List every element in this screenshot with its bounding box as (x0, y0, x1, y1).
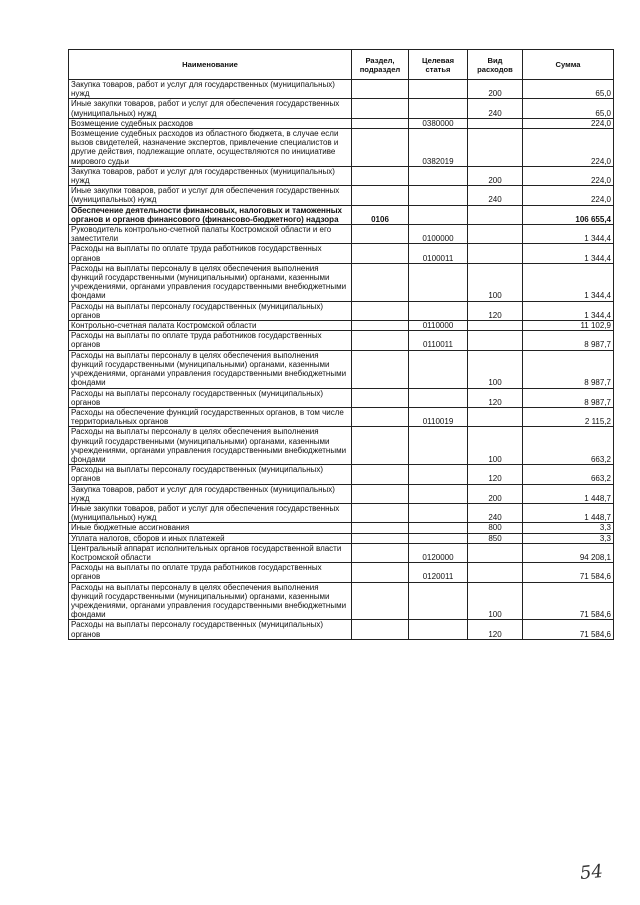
cell-name: Иные закупки товаров, работ и услуг для обеспечения государственных (муниципальных) нужд (69, 186, 352, 205)
cell-section (352, 331, 409, 350)
cell-kind (468, 563, 523, 582)
cell-name: Руководитель контрольно-счетной палаты Костромской области и его заместители (69, 225, 352, 244)
cell-name: Иные бюджетные ассигнования (69, 523, 352, 533)
cell-section (352, 80, 409, 99)
cell-target (409, 582, 468, 620)
cell-name: Расходы на выплаты персоналу государственных (муниципальных) органов (69, 465, 352, 484)
cell-kind: 120 (468, 465, 523, 484)
table-header-row (69, 50, 614, 80)
cell-target: 0120000 (409, 543, 468, 562)
cell-section (352, 244, 409, 263)
cell-section (352, 563, 409, 582)
cell-kind: 100 (468, 350, 523, 388)
cell-section: 0106 (352, 205, 409, 224)
cell-name: Закупка товаров, работ и услуг для государственных (муниципальных) нужд (69, 484, 352, 503)
page-number: 54 (578, 860, 604, 885)
cell-sum: 94 208,1 (523, 543, 614, 562)
cell-name: Закупка товаров, работ и услуг для государственных (муниципальных) нужд (69, 80, 352, 99)
cell-sum: 8 987,7 (523, 331, 614, 350)
cell-sum: 1 344,4 (523, 244, 614, 263)
table-row (69, 350, 614, 388)
cell-sum: 8 987,7 (523, 388, 614, 407)
cell-kind: 850 (468, 533, 523, 543)
cell-section (352, 533, 409, 543)
cell-target: 0382019 (409, 129, 468, 167)
cell-sum: 3,3 (523, 533, 614, 543)
cell-name: Уплата налогов, сборов и иных платежей (69, 533, 352, 543)
cell-section (352, 523, 409, 533)
table-row (69, 563, 614, 582)
cell-kind (468, 129, 523, 167)
cell-sum: 1 344,4 (523, 301, 614, 320)
cell-kind (468, 407, 523, 426)
cell-sum: 1 344,4 (523, 225, 614, 244)
cell-sum: 1 448,7 (523, 484, 614, 503)
table-row (69, 301, 614, 320)
cell-section (352, 620, 409, 639)
table-row (69, 321, 614, 331)
cell-kind: 100 (468, 427, 523, 465)
cell-target (409, 523, 468, 533)
cell-kind: 240 (468, 186, 523, 205)
cell-section (352, 99, 409, 118)
header-name: Наименование (69, 50, 352, 80)
cell-kind (468, 543, 523, 562)
cell-name: Расходы на выплаты персоналу в целях обеспечения выполнения функций государственными (муниципальными) органами, казенными учреждениями, органами управления государственными внебюджетными фондами (69, 582, 352, 620)
table-row (69, 129, 614, 167)
table-row (69, 99, 614, 118)
cell-section (352, 186, 409, 205)
cell-sum: 2 115,2 (523, 407, 614, 426)
table-row (69, 407, 614, 426)
cell-name: Иные закупки товаров, работ и услуг для обеспечения государственных (муниципальных) нужд (69, 99, 352, 118)
cell-section (352, 301, 409, 320)
cell-name: Расходы на выплаты персоналу в целях обеспечения выполнения функций государственными (муниципальными) органами, казенными учреждениями, органами управления государственными внебюджетными фондами (69, 263, 352, 301)
cell-sum: 3,3 (523, 523, 614, 533)
cell-target (409, 350, 468, 388)
cell-section (352, 407, 409, 426)
table-row (69, 263, 614, 301)
budget-table-sheet (68, 49, 613, 640)
cell-target: 0110019 (409, 407, 468, 426)
cell-kind (468, 118, 523, 128)
cell-kind: 100 (468, 582, 523, 620)
table-row (69, 118, 614, 128)
cell-kind: 120 (468, 388, 523, 407)
cell-target (409, 205, 468, 224)
cell-target (409, 263, 468, 301)
table-row (69, 388, 614, 407)
cell-name: Расходы на выплаты по оплате труда работников государственных органов (69, 244, 352, 263)
table-row (69, 582, 614, 620)
cell-name: Расходы на выплаты персоналу государственных (муниципальных) органов (69, 388, 352, 407)
cell-target (409, 186, 468, 205)
cell-sum: 71 584,6 (523, 582, 614, 620)
cell-section (352, 543, 409, 562)
cell-sum: 11 102,9 (523, 321, 614, 331)
table-row (69, 543, 614, 562)
table-row (69, 244, 614, 263)
cell-sum: 663,2 (523, 465, 614, 484)
cell-sum: 224,0 (523, 166, 614, 185)
cell-kind: 200 (468, 484, 523, 503)
cell-section (352, 388, 409, 407)
cell-sum: 663,2 (523, 427, 614, 465)
cell-section (352, 484, 409, 503)
table-row (69, 523, 614, 533)
cell-name: Иные закупки товаров, работ и услуг для обеспечения государственных (муниципальных) нужд (69, 503, 352, 522)
cell-sum: 1 448,7 (523, 503, 614, 522)
cell-name: Возмещение судебных расходов из областного бюджета, в случае если вызов свидетелей, назначение экспертов, привлечение специалистов и другие действия, подлежащие оплате, осуществляются по инициативе мирового судьи (69, 129, 352, 167)
cell-kind (468, 321, 523, 331)
cell-target: 0110000 (409, 321, 468, 331)
cell-kind (468, 331, 523, 350)
cell-kind: 120 (468, 301, 523, 320)
cell-name: Расходы на выплаты персоналу в целях обеспечения выполнения функций государственными (муниципальными) органами, казенными учреждениями, органами управления государственными внебюджетными фондами (69, 427, 352, 465)
table-row (69, 186, 614, 205)
header-section: Раздел, подраздел (352, 50, 409, 80)
cell-target (409, 533, 468, 543)
cell-sum: 106 655,4 (523, 205, 614, 224)
cell-section (352, 350, 409, 388)
cell-name: Расходы на выплаты персоналу в целях обеспечения выполнения функций государственными (муниципальными) органами, казенными учреждениями, органами управления государственными внебюджетными фондами (69, 350, 352, 388)
cell-name: Расходы на выплаты персоналу государственных (муниципальных) органов (69, 620, 352, 639)
cell-kind: 120 (468, 620, 523, 639)
cell-name: Расходы на обеспечение функций государственных органов, в том числе территориальных органов (69, 407, 352, 426)
cell-name: Обеспечение деятельности финансовых, налоговых и таможенных органов и органов финансового (финансово-бюджетного) надзора (69, 205, 352, 224)
table-row (69, 331, 614, 350)
cell-sum: 71 584,6 (523, 620, 614, 639)
cell-kind: 100 (468, 263, 523, 301)
cell-name: Расходы на выплаты по оплате труда работников государственных органов (69, 331, 352, 350)
cell-section (352, 225, 409, 244)
cell-name: Расходы на выплаты по оплате труда работников государственных органов (69, 563, 352, 582)
cell-section (352, 465, 409, 484)
cell-section (352, 263, 409, 301)
cell-kind (468, 205, 523, 224)
cell-target: 0380000 (409, 118, 468, 128)
cell-target (409, 80, 468, 99)
header-target: Целевая статья (409, 50, 468, 80)
cell-target (409, 388, 468, 407)
cell-name: Расходы на выплаты персоналу государственных (муниципальных) органов (69, 301, 352, 320)
table-row (69, 205, 614, 224)
cell-section (352, 321, 409, 331)
cell-name: Центральный аппарат исполнительных органов государственной власти Костромской области (69, 543, 352, 562)
cell-section (352, 129, 409, 167)
cell-kind: 200 (468, 80, 523, 99)
table-row (69, 484, 614, 503)
table-row (69, 620, 614, 639)
table-row (69, 427, 614, 465)
table-row (69, 80, 614, 99)
cell-kind (468, 225, 523, 244)
cell-name: Возмещение судебных расходов (69, 118, 352, 128)
cell-sum: 1 344,4 (523, 263, 614, 301)
cell-target (409, 503, 468, 522)
header-kind: Вид расходов (468, 50, 523, 80)
cell-kind: 240 (468, 99, 523, 118)
cell-sum: 71 584,6 (523, 563, 614, 582)
cell-target (409, 99, 468, 118)
header-sum: Сумма (523, 50, 614, 80)
cell-sum: 8 987,7 (523, 350, 614, 388)
cell-name: Закупка товаров, работ и услуг для государственных (муниципальных) нужд (69, 166, 352, 185)
cell-target: 0120011 (409, 563, 468, 582)
cell-sum: 224,0 (523, 118, 614, 128)
cell-target: 0110011 (409, 331, 468, 350)
budget-table (68, 49, 614, 640)
table-row (69, 166, 614, 185)
cell-kind: 800 (468, 523, 523, 533)
cell-section (352, 503, 409, 522)
cell-kind: 200 (468, 166, 523, 185)
cell-sum: 224,0 (523, 186, 614, 205)
cell-target: 0100011 (409, 244, 468, 263)
cell-target: 0100000 (409, 225, 468, 244)
cell-sum: 65,0 (523, 80, 614, 99)
cell-kind: 240 (468, 503, 523, 522)
cell-target (409, 427, 468, 465)
cell-target (409, 301, 468, 320)
cell-section (352, 582, 409, 620)
cell-name: Контрольно-счетная палата Костромской области (69, 321, 352, 331)
cell-kind (468, 244, 523, 263)
table-row (69, 225, 614, 244)
cell-target (409, 484, 468, 503)
cell-target (409, 620, 468, 639)
table-row (69, 465, 614, 484)
table-row (69, 533, 614, 543)
cell-sum: 65,0 (523, 99, 614, 118)
table-row (69, 503, 614, 522)
cell-section (352, 427, 409, 465)
cell-sum: 224,0 (523, 129, 614, 167)
cell-target (409, 166, 468, 185)
cell-section (352, 166, 409, 185)
cell-target (409, 465, 468, 484)
cell-section (352, 118, 409, 128)
